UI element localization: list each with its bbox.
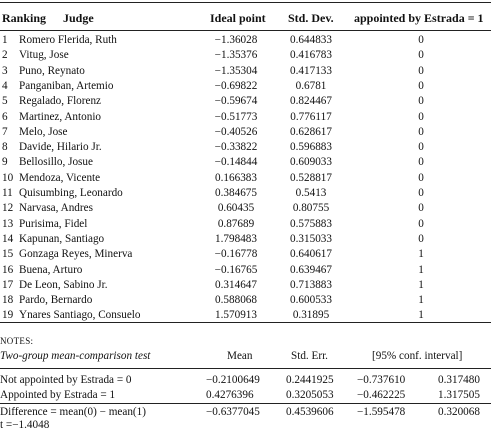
cell-appointed: 1 (418, 294, 424, 307)
cell-appointed: 0 (418, 125, 424, 138)
cell-judge: Narvasa, Andres (19, 202, 93, 215)
cell-ideal-point: −0.69822 (214, 79, 258, 92)
notes-cell-se: 0.2441925 (286, 374, 334, 386)
table-bottom-rule (0, 322, 491, 323)
cell-std-dev: 0.824467 (290, 95, 332, 108)
cell-judge: Quisumbing, Leonardo (19, 187, 123, 199)
cell-appointed: 1 (418, 309, 424, 322)
cell-appointed: 0 (418, 34, 424, 46)
notes-cell-ci-low: −0.737610 (357, 374, 406, 386)
cell-appointed: 0 (418, 79, 424, 92)
table-header-rule (0, 30, 491, 31)
cell-ideal-point: −0.14844 (214, 156, 258, 169)
cell-ideal-point: −1.36028 (214, 34, 258, 46)
cell-ideal-point: −0.33822 (214, 141, 258, 154)
notes-cell-ci-high: 1.317505 (438, 389, 480, 401)
cell-std-dev: 0.628617 (290, 125, 332, 138)
cell-std-dev: 0.776117 (290, 110, 332, 123)
cell-ranking: 11 (2, 187, 13, 199)
cell-judge: Buena, Arturo (19, 263, 83, 276)
cell-ideal-point: 1.570913 (215, 309, 257, 322)
notes-cell-ci-high: 0.317480 (438, 374, 480, 386)
header-appointed: appointed by Estrada = 1 (354, 11, 484, 25)
header-std-dev: Std. Dev. (288, 11, 334, 25)
cell-ranking: 17 (2, 278, 14, 291)
cell-appointed: 1 (418, 278, 424, 291)
cell-judge: Martinez, Antonio (19, 110, 102, 123)
cell-ranking: 2 (2, 49, 8, 62)
cell-ranking: 13 (2, 217, 14, 230)
cell-ideal-point: −0.51773 (214, 110, 258, 123)
cell-std-dev: 0.5413 (295, 187, 327, 199)
cell-ideal-point: 1.798483 (215, 232, 257, 245)
cell-ideal-point: −0.16765 (214, 263, 258, 276)
cell-judge: Regalado, Florenz (19, 95, 102, 108)
cell-ideal-point: −0.16778 (214, 248, 258, 261)
notes-header-ci: [95% conf. interval] (372, 350, 463, 362)
cell-ranking: 6 (2, 110, 8, 123)
cell-std-dev: 0.528817 (290, 171, 332, 184)
cell-ranking: 5 (2, 95, 8, 108)
cell-std-dev: 0.315033 (290, 232, 332, 245)
cell-ideal-point: 0.60435 (217, 202, 255, 215)
cell-ranking: 4 (2, 79, 8, 92)
notes-title: Two-group mean-comparison test (0, 350, 151, 362)
cell-ranking: 8 (2, 141, 8, 154)
cell-judge: Bellosillo, Josue (19, 156, 93, 169)
cell-ideal-point: −0.59674 (214, 95, 258, 108)
cell-appointed: 0 (418, 64, 424, 77)
notes-cell-ci-low: −0.462225 (357, 389, 406, 401)
notes-cell-label: Appointed by Estrada = 1 (0, 389, 116, 401)
cell-appointed: 0 (418, 141, 424, 154)
cell-judge: Romero Flerida, Ruth (19, 34, 117, 46)
cell-std-dev: 0.575883 (290, 217, 332, 230)
cell-ranking: 10 (2, 171, 14, 184)
cell-std-dev: 0.639467 (290, 263, 332, 276)
cell-appointed: 0 (418, 232, 424, 245)
cell-std-dev: 0.713883 (290, 278, 332, 291)
t-statistic: t =−1.4048 (0, 419, 50, 431)
notes-cell-ci-low: −1.595478 (357, 406, 406, 418)
notes-header-se: Std. Err. (291, 350, 328, 362)
notes-cell-se: 0.4539606 (286, 406, 334, 418)
cell-std-dev: 0.80755 (292, 202, 330, 215)
cell-ideal-point: −1.35376 (214, 49, 258, 62)
cell-appointed: 1 (418, 248, 424, 261)
cell-appointed: 0 (418, 202, 424, 215)
cell-judge: Purisima, Fidel (19, 217, 88, 230)
notes-cell-ci-high: 0.320068 (438, 406, 480, 418)
cell-ranking: 7 (2, 125, 8, 138)
cell-std-dev: 0.640617 (290, 248, 332, 261)
cell-judge: Melo, Jose (19, 125, 68, 138)
cell-ranking: 16 (2, 263, 14, 276)
cell-judge: Ynares Santiago, Consuelo (19, 309, 141, 322)
cell-appointed: 0 (418, 187, 424, 199)
cell-appointed: 0 (418, 110, 424, 123)
cell-judge: De Leon, Sabino Jr. (19, 278, 108, 291)
notes-cell-label: Difference = mean(0) − mean(1) (0, 406, 146, 418)
cell-ranking: 15 (2, 248, 14, 261)
notes-diff-rule (0, 403, 491, 404)
cell-std-dev: 0.31895 (292, 309, 330, 322)
notes-cell-se: 0.3205053 (286, 389, 334, 401)
notes-cell-mean: −0.2100649 (206, 374, 260, 386)
cell-appointed: 0 (418, 171, 424, 184)
cell-ideal-point: 0.166383 (215, 171, 257, 184)
cell-std-dev: 0.417133 (290, 64, 332, 77)
cell-appointed: 0 (418, 217, 424, 230)
header-ranking: Ranking (2, 11, 47, 25)
cell-judge: Vitug, Jose (19, 49, 69, 62)
cell-std-dev: 0.609033 (290, 156, 332, 169)
header-judge: Judge (63, 11, 94, 25)
cell-std-dev: 0.644833 (290, 34, 332, 46)
cell-ranking: 1 (2, 34, 8, 46)
cell-judge: Mendoza, Vicente (19, 171, 101, 184)
cell-ranking: 9 (2, 156, 8, 169)
notes-header-mean: Mean (227, 350, 253, 362)
notes-label: NOTES: (0, 336, 34, 346)
cell-appointed: 0 (418, 156, 424, 169)
table-top-rule (0, 2, 491, 3)
cell-std-dev: 0.416783 (290, 49, 332, 62)
cell-std-dev: 0.600533 (290, 294, 332, 307)
cell-judge: Gonzaga Reyes, Minerva (19, 248, 133, 261)
notes-header-rule (0, 368, 491, 369)
cell-ranking: 12 (2, 202, 14, 215)
cell-ideal-point: −0.40526 (214, 125, 258, 138)
cell-ranking: 3 (2, 64, 8, 77)
cell-ideal-point: 0.314647 (215, 278, 257, 291)
cell-judge: Kapunan, Santiago (19, 232, 105, 245)
cell-appointed: 0 (418, 95, 424, 108)
notes-cell-mean: 0.4276396 (206, 389, 254, 401)
cell-judge: Panganiban, Artemio (19, 79, 114, 92)
notes-cell-mean: −0.6377045 (206, 406, 260, 418)
cell-ideal-point: 0.588068 (215, 294, 257, 307)
header-ideal-point: Ideal point (210, 11, 266, 25)
cell-judge: Davide, Hilario Jr. (19, 141, 102, 154)
cell-judge: Puno, Reynato (19, 64, 85, 77)
cell-std-dev: 0.6781 (295, 79, 327, 92)
cell-ranking: 14 (2, 232, 14, 245)
notes-cell-label: Not appointed by Estrada = 0 (0, 374, 132, 386)
cell-ranking: 19 (2, 309, 14, 322)
cell-appointed: 0 (418, 49, 424, 62)
cell-ideal-point: 0.384675 (215, 187, 257, 199)
cell-ranking: 18 (2, 294, 14, 307)
cell-judge: Pardo, Bernardo (19, 294, 93, 307)
cell-ideal-point: 0.87689 (217, 217, 255, 230)
cell-std-dev: 0.596883 (290, 141, 332, 154)
cell-appointed: 1 (418, 263, 424, 276)
cell-ideal-point: −1.35304 (214, 64, 258, 77)
